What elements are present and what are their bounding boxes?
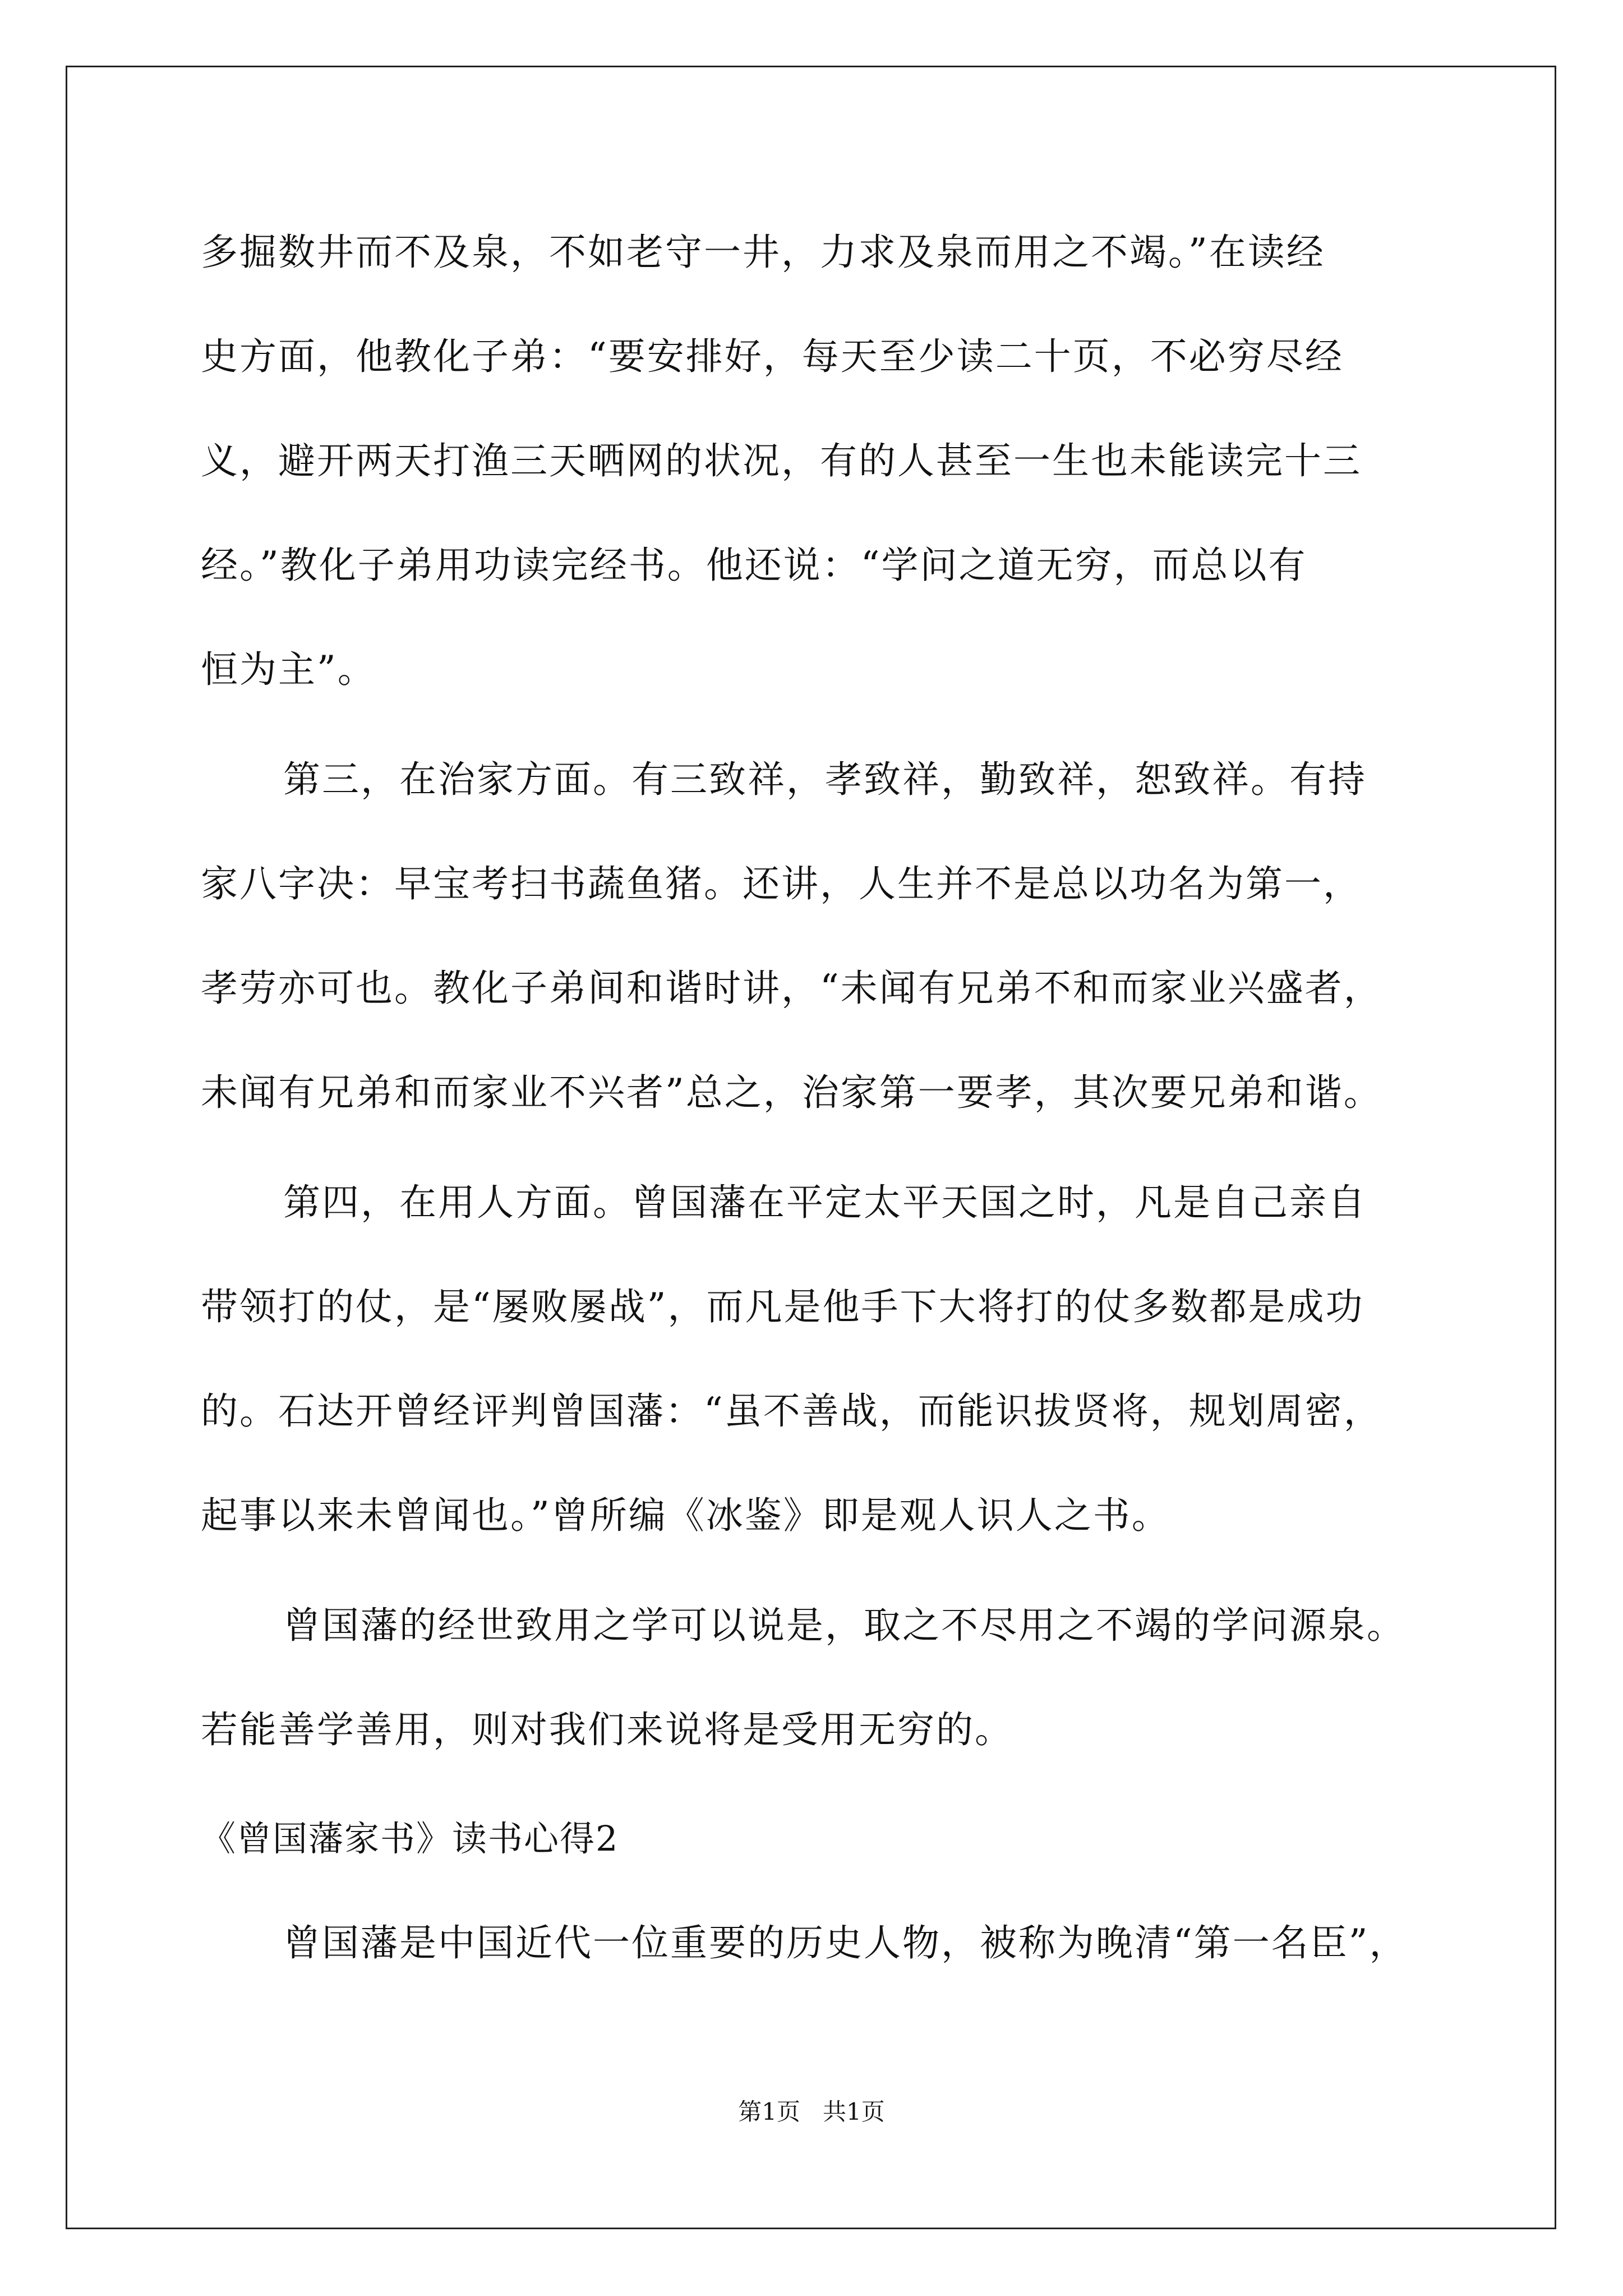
- paragraph-5-line-1: 曾国藩的经世致用之学可以说是，取之不尽用之不竭的学问源泉。: [283, 1604, 1405, 1647]
- page-frame: [66, 66, 1556, 2229]
- page-footer: 第1页 共1页: [738, 2098, 885, 2125]
- paragraph-3-line-2: 家八字决：早宝考扫书蔬鱼猪。还讲，人生并不是总以功名为第一，: [201, 862, 1362, 905]
- text-line-1: 多掘数井而不及泉，不如老守一井，力求及泉而用之不竭。”在读经: [201, 231, 1325, 274]
- paragraph-6-line-1: 曾国藩是中国近代一位重要的历史人物，被称为晚清“第一名臣”，: [283, 1921, 1408, 1964]
- paragraph-4-line-1: 第四，在用人方面。曾国藩在平定太平天国之时，凡是自己亲自: [283, 1181, 1367, 1224]
- paragraph-3-line-1: 第三，在治家方面。有三致祥，孝致祥，勤致祥，恕致祥。有持: [283, 758, 1367, 801]
- text-line-5: 恒为主”。: [201, 648, 376, 691]
- text-line-2: 史方面，他教化子弟：“要安排好，每天至少读二十页，不必穷尽经: [201, 335, 1344, 378]
- section-heading: 《曾国藩家书》读书心得2: [201, 1818, 619, 1859]
- paragraph-3-line-3: 孝劳亦可也。教化子弟间和谐时讲，“未闻有兄弟不和而家业兴盛者，: [201, 967, 1382, 1010]
- paragraph-5-line-2: 若能善学善用，则对我们来说将是受用无穷的。: [201, 1708, 1013, 1751]
- paragraph-4-line-3: 的。石达开曾经评判曾国藩：“虽不善战，而能识拔贤将，规划周密，: [201, 1389, 1382, 1433]
- paragraph-4-line-2: 带领打的仗，是“屡败屡战”，而凡是他手下大将打的仗多数都是成功: [201, 1285, 1364, 1328]
- paragraph-3-line-4: 未闻有兄弟和而家业不兴者”总之，治家第一要孝，其次要兄弟和谐。: [201, 1071, 1382, 1114]
- paragraph-4-line-4: 起事以来未曾闻也。”曾所编《冰鉴》即是观人识人之书。: [201, 1494, 1170, 1537]
- text-line-3: 义，避开两天打渔三天晒网的状况，有的人甚至一生也未能读完十三: [201, 439, 1362, 482]
- text-line-4: 经。”教化子弟用功读完经书。他还说：“学问之道无穷，而总以有: [201, 544, 1307, 587]
